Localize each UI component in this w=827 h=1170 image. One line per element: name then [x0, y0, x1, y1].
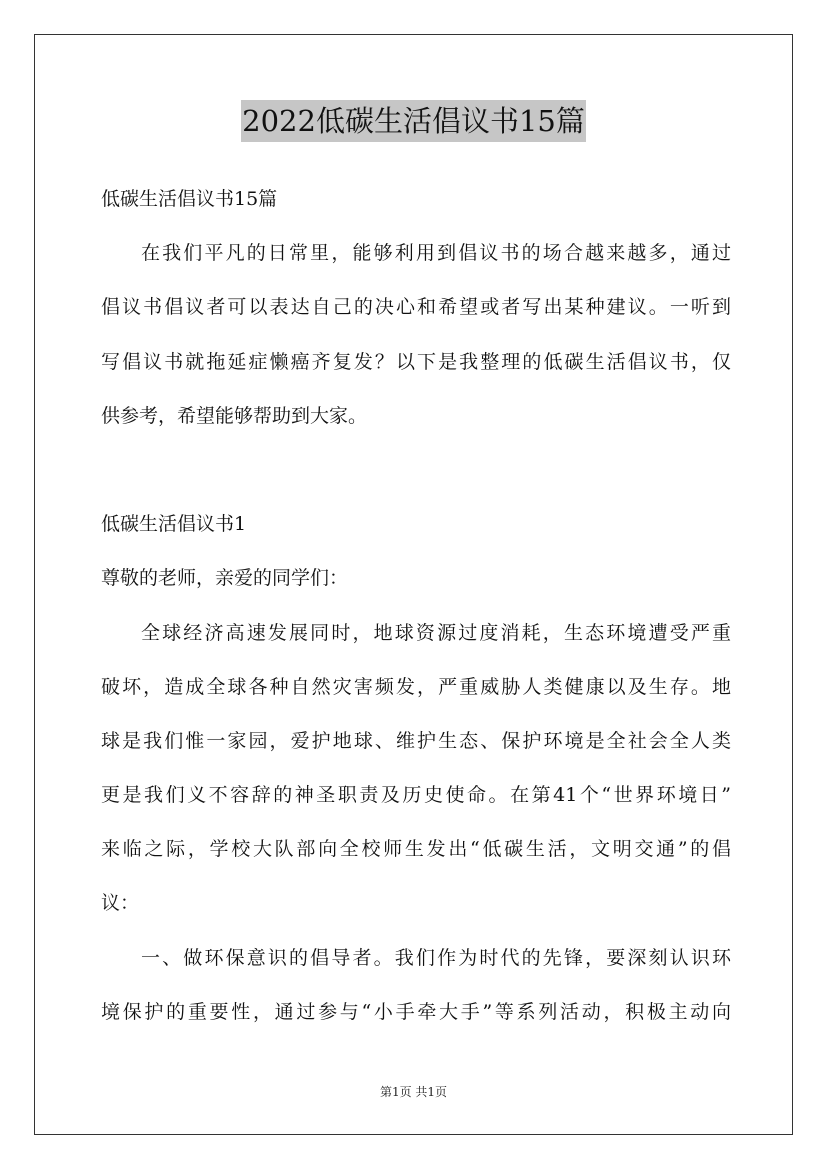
body-line: 来临之际，学校大队部向全校师生发出“低碳生活，文明交通”的倡 — [101, 838, 731, 861]
body-line: 全球经济高速发展同时，地球资源过度消耗，生态环境遭受严重 — [141, 621, 731, 644]
body-line: 球是我们惟一家园，爱护地球、维护生态、保护环境是全社会全人类 — [101, 729, 731, 752]
body-line: 一、做环保意识的倡导者。我们作为时代的先锋，要深刻认识环 — [141, 946, 731, 969]
paragraph-gap — [101, 443, 731, 497]
title-text: 2022低碳生活倡议书15篇 — [241, 100, 586, 142]
intro-line: 在我们平凡的日常里，能够利用到倡议书的场合越来越多，通过 — [141, 242, 731, 265]
intro-line: 写倡议书就拖延症懒癌齐复发？以下是我整理的低碳生活倡议书，仅 — [101, 350, 731, 373]
document-title — [0, 100, 827, 142]
intro-line: 供参考，希望能够帮助到大家。 — [101, 404, 368, 427]
section-heading: 低碳生活倡议书1 — [101, 513, 247, 536]
body-line: 境保护的重要性，通过参与“小手牵大手”等系列活动，积极主动向 — [101, 1000, 731, 1023]
document-body — [101, 172, 731, 1039]
salutation-line: 尊敬的老师，亲爱的同学们： — [101, 567, 349, 590]
body-line: 破坏，造成全球各种自然灾害频发，严重威胁人类健康以及生存。地 — [101, 675, 731, 698]
page-footer: 第1页 共1页 — [379, 1085, 448, 1099]
intro-line: 倡议书倡议者可以表达自己的决心和希望或者写出某种建议。一听到 — [101, 296, 731, 319]
subtitle-line: 低碳生活倡议书15篇 — [101, 188, 278, 210]
body-line: 议： — [101, 892, 140, 915]
body-line: 更是我们义不容辞的神圣职责及历史使命。在第41个“世界环境日” — [101, 784, 731, 807]
